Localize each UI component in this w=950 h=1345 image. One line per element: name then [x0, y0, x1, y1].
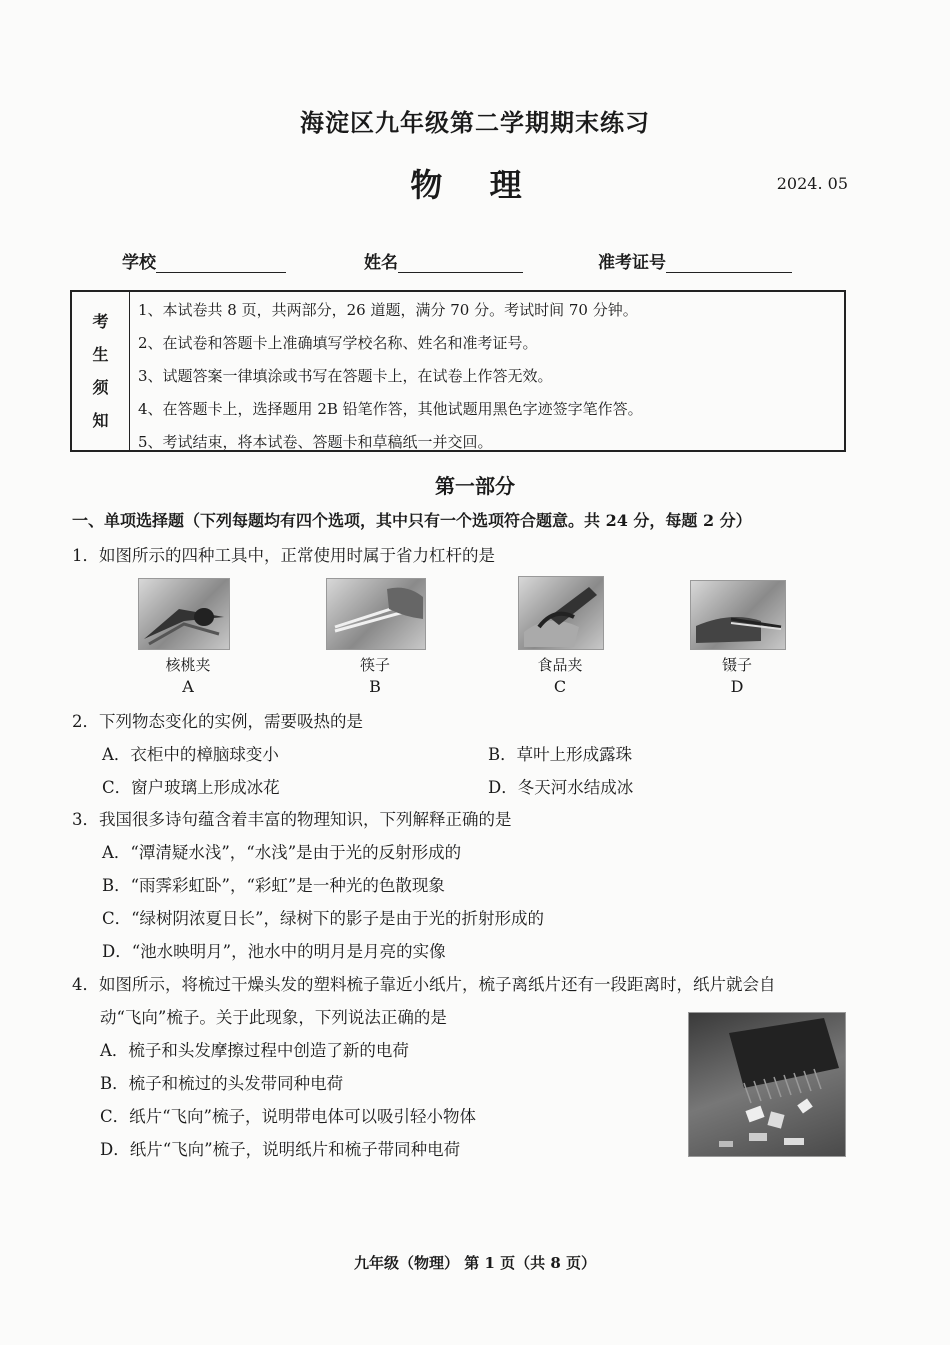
- section-heading: 第一部分: [435, 474, 515, 498]
- exam-id-label: 准考证号: [598, 253, 666, 273]
- notice-item: 5、考试结束，将本试卷、答题卡和草稿纸一并交回。: [138, 433, 493, 451]
- chopsticks-image: [326, 578, 426, 650]
- figure-letter: C: [553, 677, 567, 696]
- question-2-stem: 2．下列物态变化的实例，需要吸热的是: [72, 712, 363, 731]
- name-blank: [398, 254, 523, 273]
- question-2-option-d[interactable]: D．冬天河水结成冰: [488, 778, 634, 797]
- notice-label-char: 考: [92, 312, 109, 331]
- notice-item: 4、在答题卡上，选择题用 2B 铅笔作答，其他试题用黑色字迹签字笔作答。: [138, 400, 643, 418]
- question-3-option-a[interactable]: A．“潭清疑水浅”，“水浅”是由于光的反射形成的: [102, 843, 462, 862]
- food-tongs-image: [518, 576, 604, 650]
- page-footer: 九年级（物理） 第 1 页（共 8 页）: [354, 1254, 596, 1272]
- question-1-stem: 1．如图所示的四种工具中，正常使用时属于省力杠杆的是: [72, 546, 495, 565]
- figure-letter: D: [730, 677, 744, 696]
- subject-title: 物 理: [410, 166, 540, 204]
- name-label: 姓名: [364, 253, 398, 273]
- candidate-notice-box: [70, 290, 846, 452]
- figure-caption: 筷子: [359, 656, 390, 674]
- notice-label-char: 知: [92, 411, 109, 430]
- question-4-option-b[interactable]: B．梳子和梳过的头发带同种电荷: [100, 1074, 344, 1093]
- question-4-stem: 4．如图所示，将梳过干燥头发的塑料梳子靠近小纸片，梳子离纸片还有一段距离时，纸片就会自: [72, 975, 776, 994]
- name-field: [364, 248, 523, 273]
- school-label: 学校: [122, 253, 156, 273]
- notice-item: 3、试题答案一律填涂或书写在答题卡上，在试卷上作答无效。: [138, 367, 553, 385]
- question-4-option-a[interactable]: A．梳子和头发摩擦过程中创造了新的电荷: [100, 1041, 409, 1060]
- question-3-option-b[interactable]: B．“雨霁彩虹卧”，“彩虹”是一种光的色散现象: [102, 876, 445, 895]
- notice-items: [138, 296, 836, 461]
- school-blank: [156, 254, 286, 273]
- exam-date: 2024. 05: [776, 174, 848, 193]
- question-3-option-c[interactable]: C．“绿树阴浓夏日长”，绿树下的影子是由于光的折射形成的: [102, 909, 544, 928]
- tweezers-image: [690, 580, 786, 650]
- notice-label-char: 须: [92, 378, 109, 397]
- question-3-option-d[interactable]: D．“池水映明月”，池水中的明月是月亮的实像: [102, 942, 446, 961]
- school-field: [122, 248, 286, 273]
- figure-caption: 镊子: [721, 656, 752, 674]
- notice-item: 2、在试卷和答题卡上准确填写学校名称、姓名和准考证号。: [138, 334, 538, 352]
- figure-caption: 食品夹: [537, 656, 583, 674]
- question-4-option-d[interactable]: D．纸片“飞向”梳子，说明纸片和梳子带同种电荷: [100, 1140, 461, 1159]
- nutcracker-image: [138, 578, 230, 650]
- figure-letter: A: [182, 677, 194, 696]
- figure-caption: 核桃夹: [165, 656, 211, 674]
- question-3-stem: 3．我国很多诗句蕴含着丰富的物理知识，下列解释正确的是: [72, 810, 512, 829]
- question-4-stem-continued: 动“飞向”梳子。关于此现象，下列说法正确的是: [100, 1008, 447, 1027]
- comb-paper-image: [688, 1012, 846, 1157]
- part-title: 一、单项选择题（下列每题均有四个选项，其中只有一个选项符合题意。共 24 分，每题 2 分）: [72, 511, 752, 530]
- notice-item: 1、本试卷共 8 页，共两部分，26 道题，满分 70 分。考试时间 70 分钟。: [138, 301, 638, 319]
- question-4-option-c[interactable]: C．纸片“飞向”梳子，说明带电体可以吸引轻小物体: [100, 1107, 476, 1126]
- question-2-option-a[interactable]: A．衣柜中的樟脑球变小: [102, 745, 279, 764]
- exam-id-field: [598, 248, 792, 273]
- figure-letter: B: [369, 677, 381, 696]
- question-2-option-b[interactable]: B．草叶上形成露珠: [488, 745, 633, 764]
- notice-label-char: 生: [92, 345, 109, 364]
- notice-label: [72, 292, 130, 450]
- exam-title: 海淀区九年级第二学期期末练习: [300, 108, 650, 137]
- question-2-option-c[interactable]: C．窗户玻璃上形成冰花: [102, 778, 280, 797]
- exam-id-blank: [666, 254, 792, 273]
